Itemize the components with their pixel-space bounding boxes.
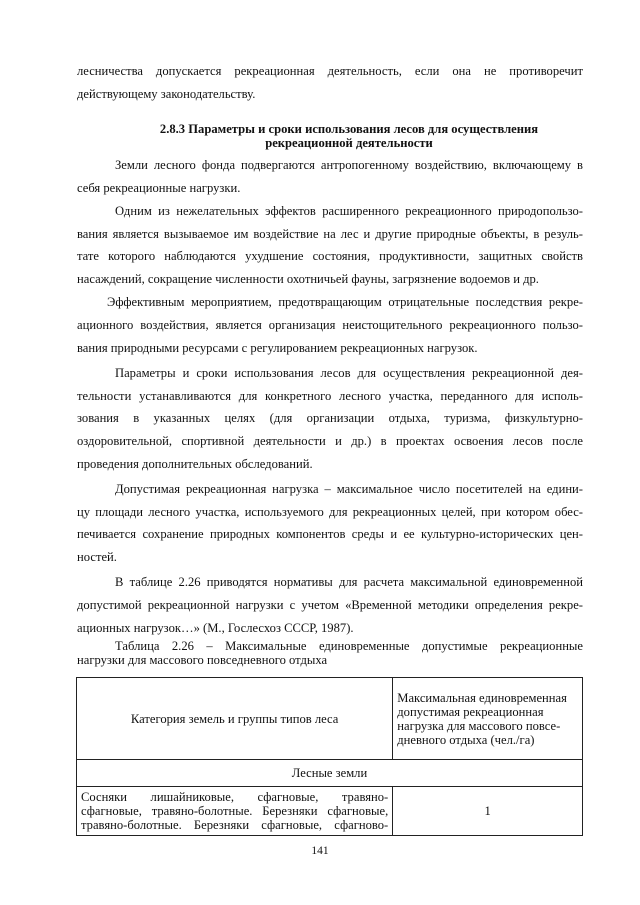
paragraph-line: лесничества допускается рекреационная деятельность, если она не противоречит <box>77 64 583 78</box>
header-max-load-line: нагрузка для массового повсе- <box>397 718 561 733</box>
paragraph-line: Земли лесного фонда подвергаются антропогенному воздействию, включающему в <box>115 158 583 172</box>
paragraph-line: вания является вызываемое им воздействие на лес и другие природные объекты, в резуль- <box>77 227 583 241</box>
paragraph-line: оздоровительной, спортивной деятельности и др.) в проектах освоения лесов после <box>77 434 583 448</box>
paragraph-line: Одним из нежелательных эффектов расширенного рекреационного природопользо- <box>115 204 583 218</box>
section-forest-lands: Лесные земли <box>77 760 583 787</box>
table-section-row <box>77 760 583 787</box>
table-caption-line1: Таблица 2.26 – Максимальные единовременные допустимые рекреационные <box>115 639 583 653</box>
paragraph-line: ационных нагрузок…» (М., Гослесхоз СССР, 1987). <box>77 621 354 635</box>
header-max-load-line: дневного отдыха (чел./га) <box>397 732 535 747</box>
paragraph-line: Допустимая рекреационная нагрузка – максимальное число посетителей на едини- <box>115 482 583 496</box>
page-number: 141 <box>311 845 329 857</box>
paragraph-line: Эффективным мероприятием, предотвращающим отрицательные последствия рекре- <box>107 295 583 309</box>
row-category-line: Сосняки лишайниковые, сфагновые, травяно- <box>81 790 389 804</box>
paragraph-line: зования в указанных целях (для организации отдыха, туризма, физкультурно- <box>77 411 583 425</box>
row-max-load: 1 <box>393 787 583 836</box>
paragraph-line: тате которого наблюдаются ухудшение состояния, продуктивности, защитных свойств <box>77 249 583 263</box>
header-max-load-line: допустимая рекреационная <box>397 704 544 719</box>
table-caption-line2: нагрузки для массового повседневного отдыха <box>77 653 328 667</box>
row-category <box>77 787 393 836</box>
paragraph-line: вания природными ресурсами с регулированием рекреационных нагрузок. <box>77 341 478 355</box>
paragraph-line: себя рекреационные нагрузки. <box>77 181 241 195</box>
header-max-load-line: Максимальная единовременная <box>397 690 567 705</box>
paragraph-line: насаждений, сокращение численности охотничьей фауны, загрязнение водоемов и др. <box>77 272 539 286</box>
table-row <box>77 787 583 836</box>
section-heading-line1: 2.8.3 Параметры и сроки использования лесов для осуществления <box>159 122 539 136</box>
paragraph-line: тельности устанавливаются для конкретного лесного участка, переданного для исполь- <box>77 389 583 403</box>
header-category: Категория земель и группы типов леса <box>77 678 393 760</box>
paragraph-line: ационного воздействия, является организация неистощительного рекреационного пользо- <box>77 318 583 332</box>
row-category-line: сфагновые, травяно-болотные. Березняки сфагновые, <box>81 804 389 818</box>
paragraph-line: В таблице 2.26 приводятся нормативы для расчета максимальной единовременной <box>115 575 583 589</box>
section-heading-line2: рекреационной деятельности <box>265 136 433 150</box>
paragraph-line: допустимой рекреационной нагрузки с учетом «Временной методики определения рекре- <box>77 598 583 612</box>
paragraph-line: Параметры и сроки использования лесов для осуществления рекреационной дея- <box>115 366 583 380</box>
paragraph-line: цу площади лесного участка, используемого для рекреационных целей, при котором обес- <box>77 505 583 519</box>
paragraph-line: печивается сохранение природных компонентов среды и ее культурно-исторических цен- <box>77 527 583 541</box>
row-category-line: травяно-болотные. Березняки сфагновые, сфагново- <box>81 818 389 832</box>
paragraph-line: ностей. <box>77 550 117 564</box>
paragraph-line: действующему законодательству. <box>77 87 256 101</box>
recreation-norms-table <box>76 677 583 836</box>
paragraph-line: проведения дополнительных обследований. <box>77 457 313 471</box>
table-header-row <box>77 678 583 760</box>
header-max-load <box>393 678 583 760</box>
